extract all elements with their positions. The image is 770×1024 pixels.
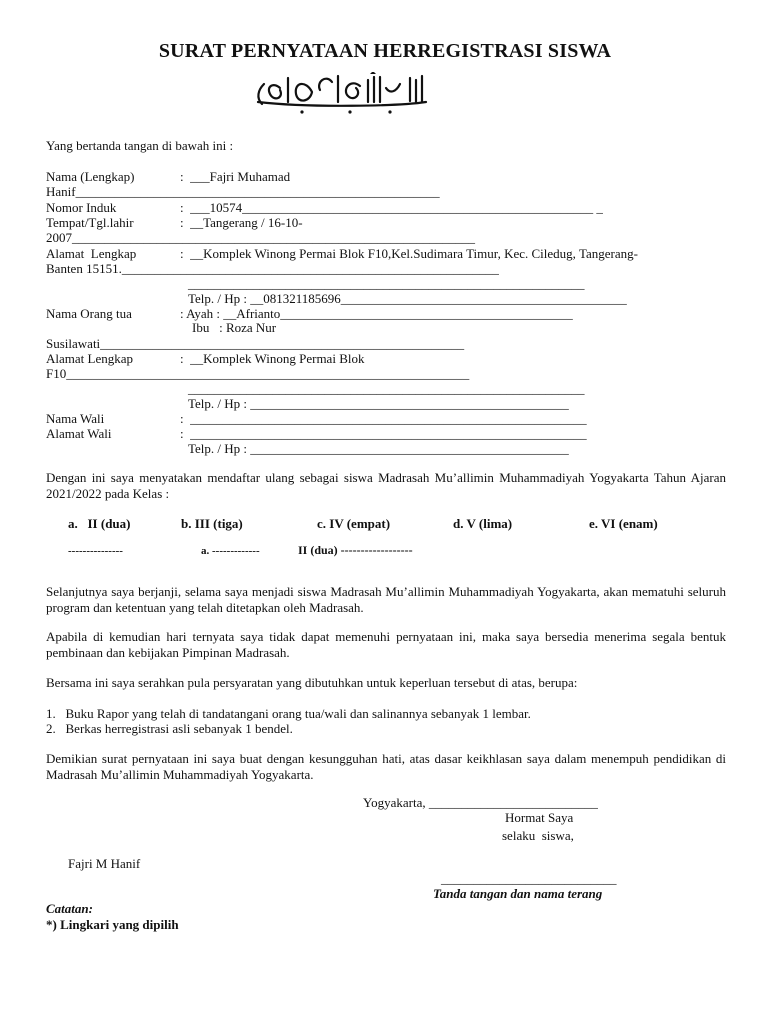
parents-address-label: Alamat Lengkap: [46, 351, 133, 366]
student-address-label: Alamat Lengkap: [46, 246, 137, 261]
parents-phone: Telp. / Hp : _________________________________________________: [188, 396, 569, 411]
note-label: Catatan:: [46, 901, 93, 916]
document-title: SURAT PERNYATAAN HERREGISTRASI SISWA: [158, 40, 612, 62]
student-nis-value: : ___10574______________________________________________________ _: [180, 200, 603, 215]
student-birth-value: : __Tangerang / 16-10-: [180, 215, 303, 230]
statement-paragraph: Dengan ini saya menyatakan mendaftar ulang sebagai siswa Madrasah Mu’allimin Muhammadiyah Yogyakarta Tahun Ajaran 2021/2022 pada Kelas :: [46, 470, 726, 501]
student-phone: Telp. / Hp : __081321185696____________________________________________: [188, 291, 627, 306]
guardian-phone: Telp. / Hp : _________________________________________________: [188, 441, 569, 456]
guardian-address-label: Alamat Wali: [46, 426, 112, 441]
class-selected-value: II (dua) ------------------: [298, 543, 413, 557]
parents-address-value: : __Komplek Winong Permai Blok: [180, 351, 365, 366]
intro-text: Yang bertanda tangan di bawah ini :: [46, 138, 234, 153]
student-name-continued: Hanif________________________________________________________: [46, 184, 440, 199]
guardian-name-label: Nama Wali: [46, 411, 105, 426]
student-birth-continued: 2007______________________________________________________________: [46, 230, 475, 245]
paragraph-promise: Selanjutnya saya berjanji, selama saya menjadi siswa Madrasah Mu’allimin Muhammadiyah Yogyakarta, akan mematuhi seluruh program dan ketentuan yang telah ditetapkan oleh Madrasah.: [46, 584, 726, 615]
student-birth-label: Tempat/Tgl.lahir: [46, 215, 134, 230]
mother-name-continued: Susilawati________________________________________________________: [46, 336, 465, 351]
signature-line: ___________________________: [441, 871, 617, 886]
class-option-d: d. V (lima): [453, 516, 513, 531]
closing-regards: Hormat Saya: [505, 810, 574, 825]
parents-address-blank-line: _____________________________________________________________: [188, 381, 585, 396]
note-text: *) Lingkari yang dipilih: [46, 917, 179, 932]
guardian-name-value: : _____________________________________________________________: [180, 411, 587, 426]
guardian-address-value: : _____________________________________________________________: [180, 426, 587, 441]
paragraph-consequence: Apabila di kemudian hari ternyata saya tidak dapat memenuhi pernyataan ini, maka saya bersedia menerima segala bentuk pembinaan dan kebijakan Pimpinan Madrasah.: [46, 629, 726, 660]
student-address-blank-line: _____________________________________________________________: [188, 276, 585, 291]
student-address-continued: Banten 15151.__________________________________________________________: [46, 261, 499, 276]
class-option-a: a. II (dua): [68, 516, 131, 531]
requirement-item-2: 2. Berkas herregistrasi asli sebanyak 1 bendel.: [46, 721, 293, 736]
paragraph-closing: Demikian surat pernyataan ini saya buat dengan kesungguhan hati, atas dasar keikhlasan saya dalam menempuh pendidikan di Madrasah Mu’allimin Muhammadiyah Yogyakarta.: [46, 751, 726, 782]
basmalah-calligraphy: [250, 72, 430, 116]
requirement-item-1: 1. Buku Rapor yang telah di tandatangani orang tua/wali dan salinannya sebanyak 1 lembar.: [46, 706, 531, 721]
student-address-value: : __Komplek Winong Permai Blok F10,Kel.Sudimara Timur, Kec. Ciledug, Tangerang-: [180, 246, 638, 261]
signer-name: Fajri M Hanif: [68, 856, 141, 871]
class-option-c: c. IV (empat): [317, 516, 391, 531]
student-name-value: : ___Fajri Muhamad: [180, 169, 291, 184]
class-selected-letter: a. -------------: [201, 545, 260, 557]
paragraph-requirements-intro: Bersama ini saya serahkan pula persyaratan yang dibutuhkan untuk keperluan tersebut di atas, berupa:: [46, 675, 578, 690]
class-selected-dash: ---------------: [68, 545, 123, 557]
class-option-e: e. VI (enam): [589, 516, 658, 531]
student-name-label: Nama (Lengkap): [46, 169, 135, 184]
father-name: : Ayah : __Afrianto_____________________________________________: [180, 306, 573, 321]
student-nis-label: Nomor Induk: [46, 200, 117, 215]
parents-label: Nama Orang tua: [46, 306, 132, 321]
place-date-line: Yogyakarta, __________________________: [363, 795, 598, 810]
parents-address-continued: F10______________________________________________________________: [46, 366, 470, 381]
as-student-text: selaku siswa,: [502, 828, 574, 843]
mother-name: Ibu : Roza Nur: [192, 320, 277, 335]
signature-caption: Tanda tangan dan nama terang: [433, 886, 603, 901]
class-option-b: b. III (tiga): [181, 516, 243, 531]
